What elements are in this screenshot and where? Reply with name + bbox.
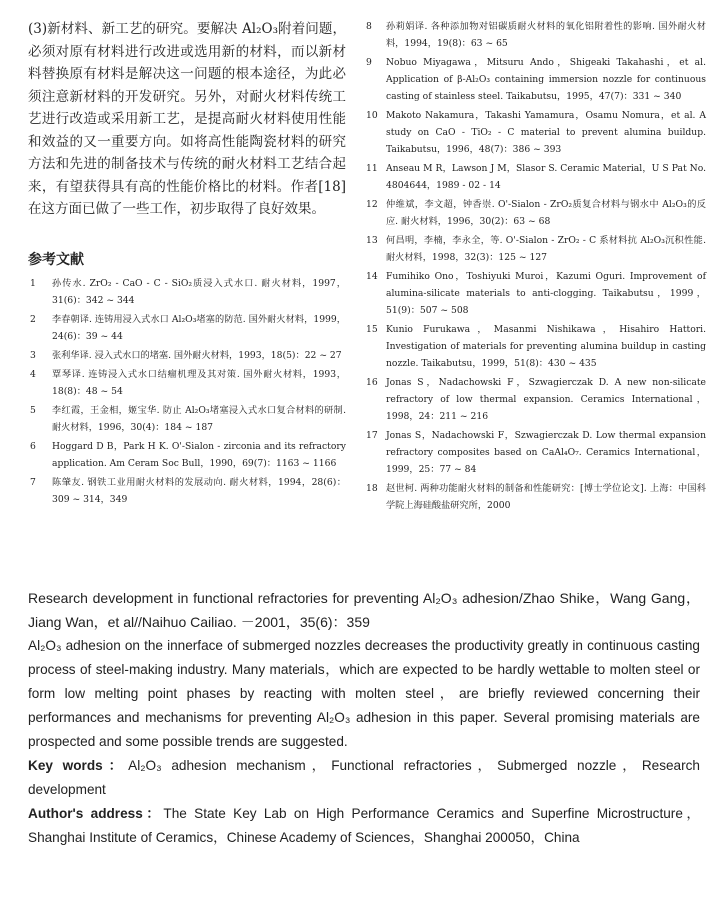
reference-item: [364, 427, 706, 478]
reference-text: 覃琴译. 连铸浸入式水口结瘤机理及其对策. 国外耐火材料，1993，18(8)：48 ~ 54: [52, 368, 346, 397]
reference-item: [364, 480, 706, 514]
references-list-right: [364, 18, 706, 514]
reference-item: [364, 374, 706, 425]
reference-item: [364, 321, 706, 372]
reference-number: 18: [366, 483, 378, 494]
reference-number: 17: [366, 430, 378, 441]
address-text: The State Key Lab on High Performance Ceramics and Superfine Microstructure，Shanghai Institute of Ceramics，Chinese Academy of Sciences，Shanghai 200050，China: [28, 806, 700, 845]
reference-text: 李红霞，王金相，姬宝华. 防止 Al₂O₃堵塞浸入式水口复合材料的研制. 耐火材料，1996，30(4)：184 ~ 187: [52, 404, 346, 433]
reference-text: Makoto Nakamura，Takashi Yamamura，Osamu Nomura，et al. A study on CaO - TiO₂ - C material to prevent alumina buildup. Taikabutsu，1996，48(7)：386 ~ 393: [386, 110, 706, 155]
reference-item: [28, 311, 346, 345]
reference-item: [364, 107, 706, 158]
reference-number: 12: [366, 199, 378, 210]
reference-number: 8: [366, 21, 372, 32]
reference-text: 张利华译. 浸入式水口的堵塞. 国外耐火材料，1993，18(5)：22 ~ 27: [52, 349, 342, 361]
keywords-text: Al₂O₃ adhesion mechanism，Functional refractories，Submerged nozzle，Research development: [28, 758, 700, 797]
reference-number: 4: [30, 368, 36, 380]
reference-text: Fumihiko Ono，Toshiyuki Muroi，Kazumi Oguri. Improvement of alumina-silicate materials to anti-clogging. Taikabutsu，1999，51(9)：507 ~ 508: [386, 271, 706, 316]
reference-item: [364, 232, 706, 266]
reference-text: Anseau M R，Lawson J M，Slasor S. Ceramic Material，U S Pat No. 4804644，1989 - 02 - 14: [386, 163, 706, 191]
reference-item: [364, 196, 706, 230]
reference-number: 6: [30, 440, 36, 452]
reference-text: 陈肇友. 钢铁工业用耐火材料的发展动向. 耐火材料，1994，28(6)：309 ~ 314，349: [52, 476, 346, 505]
reference-item: [28, 275, 346, 309]
references-heading: 参考文献: [28, 251, 84, 268]
reference-text: Nobuo Miyagawa，Mitsuru Ando，Shigeaki Takahashi，et al. Application of β-Al₂O₃ containing immersion nozzle for continuous casting of stainless steel. Taikabutsu，1995，47(7)：331 ~ 340: [386, 57, 706, 102]
right-column: [364, 18, 706, 516]
reference-text: 孙传水. ZrO₂ - CaO - C - SiO₂质浸入式水口. 耐火材料，1997，31(6)：342 ~ 344: [52, 277, 346, 306]
reference-number: 1: [30, 277, 36, 289]
reference-number: 2: [30, 313, 36, 325]
reference-number: 3: [30, 349, 36, 361]
reference-item: [364, 18, 706, 52]
reference-number: 13: [366, 235, 378, 246]
reference-item: [28, 474, 346, 508]
reference-text: 李春朝译. 连铸用浸入式水口 Al₂O₃堵塞的防范. 国外耐火材料，1999，24(6)：39 ~ 44: [52, 313, 346, 342]
reference-text: 孙莉娟译. 各种添加物对铝碳质耐火材料的氧化铝附着性的影响. 国外耐火材料，1994，19(8)：63 ~ 65: [386, 21, 706, 49]
reference-number: 16: [366, 377, 378, 388]
reference-item: [28, 366, 346, 400]
abstract-title: Research development in functional refractories for preventing Al₂O₃ adhesion/Zhao Shike，Wang Gang，Jiang Wan，et al//Naihuo Cailiao. －2001，35(6)：359: [28, 590, 700, 630]
references-list-left: [28, 275, 346, 508]
keywords-label: Key words：: [28, 758, 129, 773]
reference-text: Jonas S，Nadachowski F，Szwagierczak D. A new non-silicate refractory of low thermal expansion. Ceramics International，1998，24：211 ~ 216: [386, 377, 706, 422]
reference-item: [364, 268, 706, 319]
reference-text: Kunio Furukawa，Masanmi Nishikawa，Hisahiro Hattori. Investigation of materials for preventing alumina buildup in casting nozzle. Taikabutsu，1999，51(8)：430 ~ 435: [386, 324, 706, 369]
left-column: [28, 18, 346, 510]
reference-item: [28, 402, 346, 436]
reference-number: 11: [366, 163, 378, 174]
reference-number: 5: [30, 404, 36, 416]
reference-number: 14: [366, 271, 378, 282]
abstract-body: Al₂O₃ adhesion on the innerface of submerged nozzles decreases the productivity greatly in continuous casting process of steel-making industry. Many materials，which are expected to be hardly wettable to molten steel or form low melting point phases by reacting with molten steel，are briefly reviewed concerning their performances and mechanisms for preventing Al₂O₃ adhesion in this paper. Several promising materials are prospected and some possible trends are suggested.: [28, 638, 700, 749]
reference-item: [364, 54, 706, 105]
reference-item: [364, 160, 706, 194]
reference-number: 9: [366, 57, 372, 68]
reference-text: Jonas S，Nadachowski F，Szwagierczak D. Low thermal expansion refractory composites based on CaAl₄O₇. Ceramics International，1999，25：77 ~ 84: [386, 430, 706, 475]
address-label: Author's address：: [28, 806, 164, 821]
reference-number: 10: [366, 110, 378, 121]
english-abstract: [28, 586, 700, 850]
reference-item: [28, 438, 346, 472]
reference-text: 赵世柯. 两种功能耐火材料的制备和性能研究：[博士学位论文]. 上海：中国科学院上海硅酸盐研究所，2000: [386, 483, 706, 511]
reference-text: 何昌明，李楠，李永全，等. O'-Sialon - ZrO₂ - C 系材料抗 Al₂O₃沉积性能. 耐火材料，1998，32(3)：125 ~ 127: [386, 235, 706, 263]
reference-text: 仲维斌，李文超，钟香崇. O'-Sialon - ZrO₂质复合材料与钢水中 Al₂O₃的反应. 耐火材料，1996，30(2)：63 ~ 68: [386, 199, 706, 227]
reference-item: [28, 347, 346, 364]
reference-number: 15: [366, 324, 378, 335]
address-line: [28, 802, 700, 850]
reference-number: 7: [30, 476, 36, 488]
body-paragraph: (3)新材料、新工艺的研究。要解决 Al₂O₃附着问题，必须对原有材料进行改进或选用新的材料，而以新材料替换原有材料是解决这一问题的根本途径，为此必须注意新材料的开发研究。另外，对耐火材料传统工艺进行改造或采用新工艺，是提高耐火材料使用性能和效益的又一重要方向。如将高性能陶瓷材料的研究方法和先进的制备技术与传统的耐火材料工艺结合起来，有望获得具有高的性能价格比的材料。作者[18] 在这方面已做了一些工作，初步取得了良好效果。: [28, 21, 346, 217]
reference-text: Hoggard D B，Park H K. O'-Sialon - zirconia and its refractory application. Am Ceram Soc Bull，1990，69(7)：1163 ~ 1166: [52, 440, 346, 469]
keywords-line: [28, 754, 700, 802]
